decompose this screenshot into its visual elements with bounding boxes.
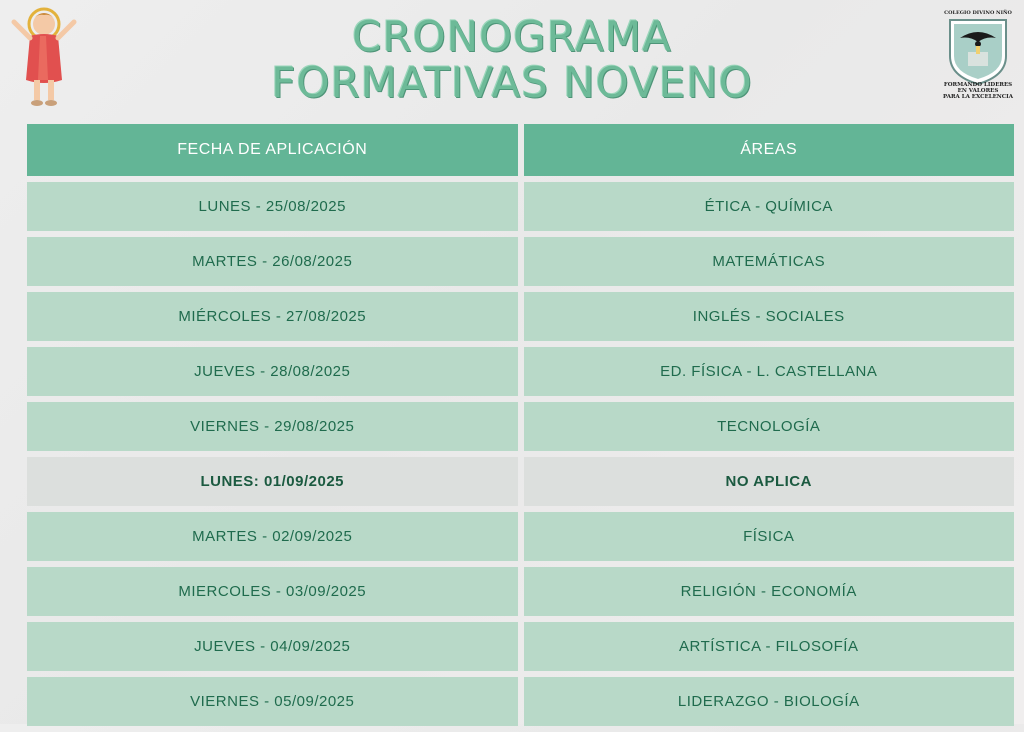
cell-area: ÉTICA - QUÍMICA	[524, 182, 1015, 231]
cell-fecha: MIÉRCOLES - 27/08/2025	[27, 292, 518, 341]
crest-motto	[938, 82, 1018, 100]
cell-fecha: VIERNES - 29/08/2025	[27, 402, 518, 451]
motto-line-3: PARA LA EXCELENCIA	[942, 94, 1014, 100]
cell-fecha: MIERCOLES - 03/09/2025	[27, 567, 518, 616]
motto-line-2: EN VALORES	[957, 88, 999, 94]
header-areas: ÁREAS	[524, 124, 1015, 176]
table-row	[27, 567, 1014, 616]
eagle-shield-icon	[942, 16, 1014, 86]
cell-fecha: JUEVES - 04/09/2025	[27, 622, 518, 671]
table-row	[27, 512, 1014, 561]
table-row	[27, 292, 1014, 341]
cell-area: MATEMÁTICAS	[524, 237, 1015, 286]
cell-area: TECNOLOGÍA	[524, 402, 1015, 451]
cell-area: FÍSICA	[524, 512, 1015, 561]
cell-area: ED. FÍSICA - L. CASTELLANA	[524, 347, 1015, 396]
cell-fecha: VIERNES - 05/09/2025	[27, 677, 518, 726]
cell-area: INGLÉS - SOCIALES	[524, 292, 1015, 341]
header-fecha: FECHA DE APLICACIÓN	[27, 124, 518, 176]
table-row	[27, 677, 1014, 726]
table-row	[27, 622, 1014, 671]
crest-school-name: COLEGIO DIVINO NIÑO	[944, 10, 1012, 16]
cell-fecha: JUEVES - 28/08/2025	[27, 347, 518, 396]
school-crest	[942, 10, 1014, 106]
cell-fecha: LUNES - 25/08/2025	[27, 182, 518, 231]
page-title	[0, 14, 1024, 106]
cell-fecha: MARTES - 26/08/2025	[27, 237, 518, 286]
table-row	[27, 347, 1014, 396]
cell-fecha: MARTES - 02/09/2025	[27, 512, 518, 561]
cell-area: ARTÍSTICA - FILOSOFÍA	[524, 622, 1015, 671]
cell-area: NO APLICA	[524, 457, 1015, 506]
cell-area: RELIGIÓN - ECONOMÍA	[524, 567, 1015, 616]
table-row	[27, 182, 1014, 231]
cell-area: LIDERAZGO - BIOLOGÍA	[524, 677, 1015, 726]
title-line-2: FORMATIVAS NOVENO	[271, 58, 753, 107]
table-row	[27, 402, 1014, 451]
table-row-no-aplica	[27, 457, 1014, 506]
table-header-row	[27, 124, 1014, 176]
table-row	[27, 237, 1014, 286]
cell-fecha: LUNES: 01/09/2025	[27, 457, 518, 506]
motto-line-1: FORMANDO LIDERES	[943, 82, 1013, 88]
schedule-table	[27, 124, 1014, 732]
title-line-1: CRONOGRAMA	[352, 12, 672, 61]
